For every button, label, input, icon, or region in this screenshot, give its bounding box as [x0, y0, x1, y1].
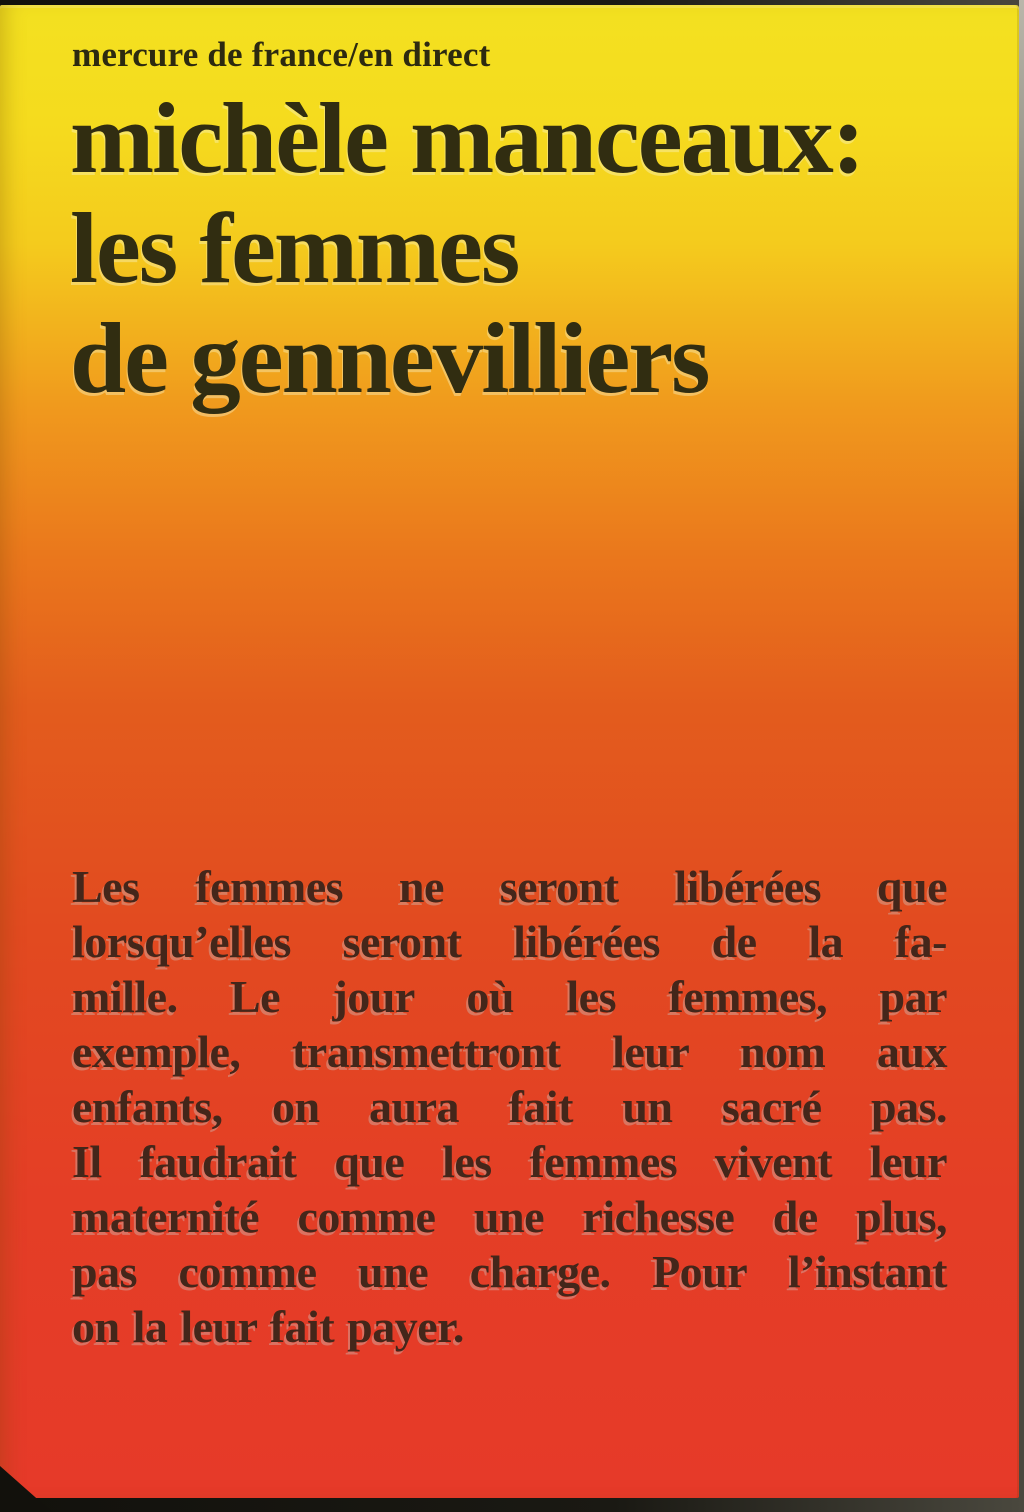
quote-line-3: mille. Le jour où les femmes, par	[72, 971, 947, 1022]
title-line-2: les femmes	[70, 192, 519, 304]
book-title	[70, 83, 979, 413]
scan-corner-artifact	[0, 1466, 52, 1512]
quote-line-4: exemple, transmettront leur nom aux	[72, 1026, 947, 1077]
quote-line-8: pas comme une charge. Pour l’instant	[72, 1246, 947, 1297]
publisher-imprint: mercure de france/en direct	[72, 35, 491, 74]
book-cover	[0, 5, 1019, 1498]
title-line-3: de gennevilliers	[70, 302, 709, 414]
title-line-1: michèle manceaux:	[70, 82, 864, 194]
quote-line-2: lorsqu’elles seront libérées de la fa-	[72, 916, 947, 967]
quote-line-9: on la leur fait payer.	[72, 1301, 464, 1352]
quote-line-1: Les femmes ne seront libérées que	[72, 861, 947, 912]
quote-line-6: Il faudrait que les femmes vivent leur	[72, 1136, 947, 1187]
cover-quote	[72, 859, 947, 1354]
quote-line-5: enfants, on aura fait un sacré pas.	[72, 1081, 947, 1132]
quote-line-7: maternité comme une richesse de plus,	[72, 1191, 947, 1242]
scan-edge-artifact	[1019, 0, 1024, 520]
